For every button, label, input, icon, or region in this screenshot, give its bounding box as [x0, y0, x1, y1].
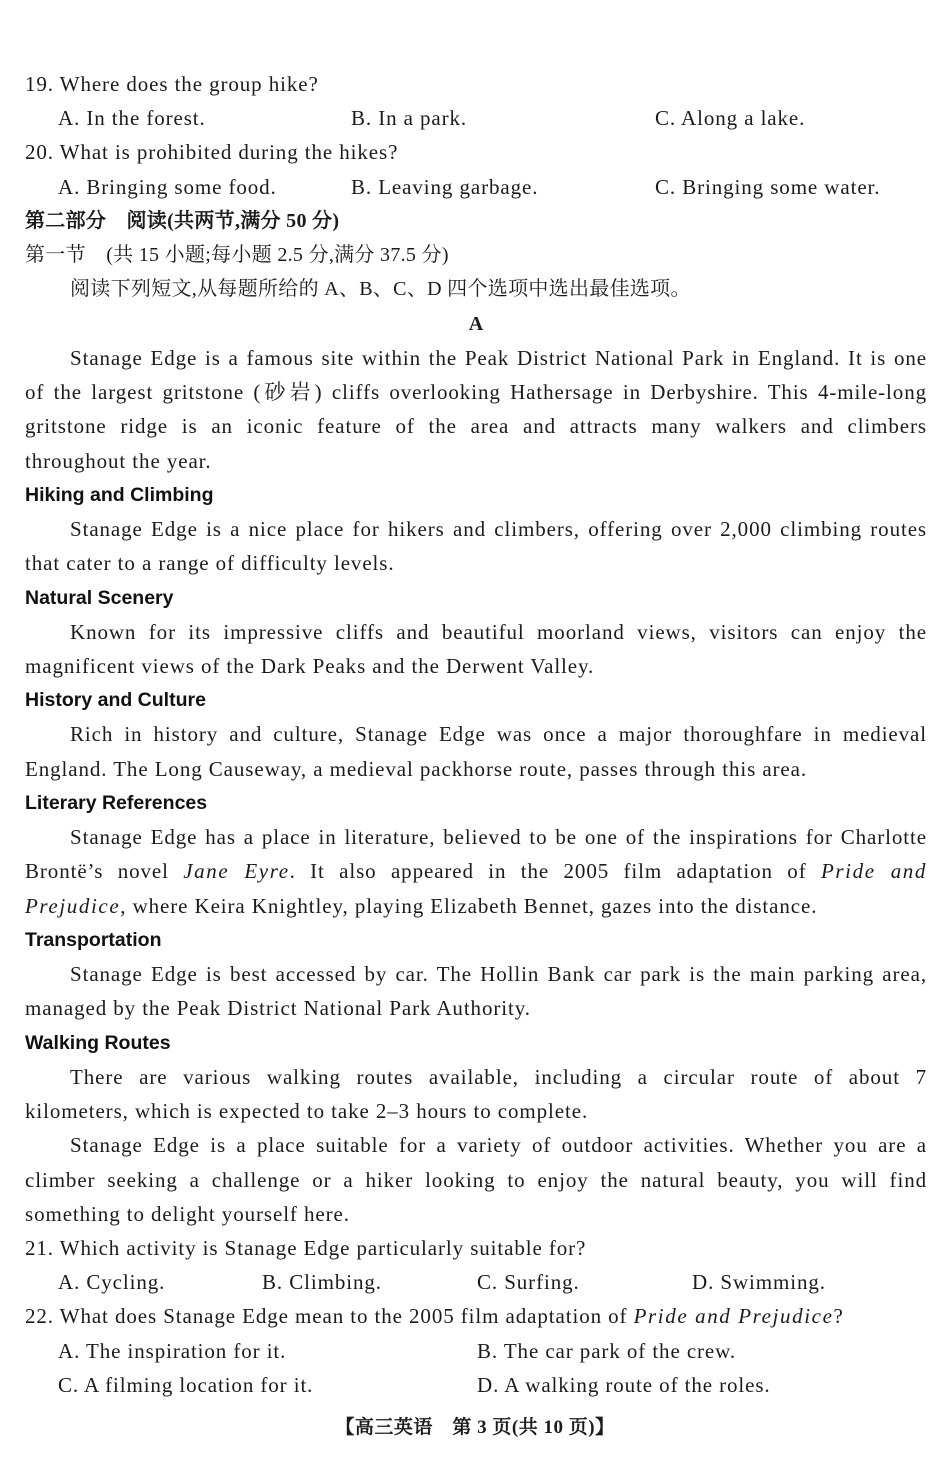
question-22-stem [25, 1299, 927, 1333]
passage-line: magnificent views of the Dark Peaks and the Derwent Valley. [25, 653, 595, 678]
question-19-stem: 19. Where does the group hike? [25, 72, 319, 96]
text-segment: ? [833, 1304, 844, 1329]
option-a: A. In the forest. [58, 106, 206, 131]
directions: 阅读下列短文,从每题所给的 A、B、C、D 四个选项中选出最佳选项。 [70, 278, 691, 301]
film-title: Prejudice [25, 893, 121, 918]
question-20-options [25, 170, 927, 204]
passage-line: Stanage Edge is a famous site within the Peak District National Park in England. It is one [70, 345, 927, 370]
option-d: D. Swimming. [692, 1270, 826, 1295]
text-segment: 22. What does Stanage Edge mean to the 2005 film adaptation of [25, 1304, 634, 1329]
passage-label: A [468, 312, 484, 335]
option-b: B. The car park of the crew. [477, 1338, 737, 1363]
passage-line: that cater to a range of difficulty levels. [25, 551, 395, 576]
question-21-options [25, 1265, 927, 1299]
passage-line: something to delight yourself here. [25, 1201, 350, 1226]
passage-line: England. The Long Causeway, a medieval packhorse route, passes through this area. [25, 756, 808, 781]
passage-line [25, 854, 927, 888]
passage-line: gritstone ridge is an iconic feature of the area and attracts many walkers and climbers [25, 414, 927, 439]
option-c: C. Along a lake. [655, 106, 806, 131]
section-title: 第一节 (共 15 小题;每小题 2.5 分,满分 37.5 分) [25, 244, 449, 267]
option-c: C. Surfing. [477, 1270, 580, 1295]
option-c: C. Bringing some water. [655, 174, 881, 199]
section-heading-walking-routes: Walking Routes [25, 1031, 171, 1054]
question-20-stem: 20. What is prohibited during the hikes? [25, 140, 399, 165]
question-19-options [25, 101, 927, 135]
question-22-options-row-2 [25, 1368, 927, 1402]
option-d: D. A walking route of the roles. [477, 1372, 771, 1397]
passage-line: throughout the year. [25, 448, 212, 473]
section-heading-transportation: Transportation [25, 928, 162, 951]
page-footer: 【高三英语 第 3 页(共 10 页)】 [335, 1417, 615, 1438]
text-segment: , where Keira Knightley, playing Elizabeth Bennet, gazes into the distance. [120, 893, 818, 918]
passage-line: climber seeking a challenge or a hiker looking to enjoy the natural beauty, you will find [25, 1167, 927, 1192]
passage-line: Rich in history and culture, Stanage Edge was once a major thoroughfare in medieval [70, 722, 927, 747]
passage-line: Stanage Edge has a place in literature, believed to be one of the inspirations for Charlotte [70, 825, 927, 850]
exam-page [25, 67, 927, 1402]
option-b: B. In a park. [351, 106, 468, 131]
text-segment: Brontë’s novel [25, 859, 184, 884]
film-title: Pride and Prejudice [633, 1304, 834, 1329]
question-22-options-row-1 [25, 1334, 927, 1368]
passage-line [25, 889, 927, 923]
film-title: Pride and [820, 859, 927, 884]
book-title: Jane Eyre [183, 859, 290, 884]
option-a: A. The inspiration for it. [58, 1338, 287, 1363]
option-a: A. Bringing some food. [58, 174, 277, 199]
section-heading-hiking-and-climbing: Hiking and Climbing [25, 483, 214, 506]
question-21-stem: 21. Which activity is Stanage Edge particularly suitable for? [25, 1235, 587, 1260]
passage-line: Stanage Edge is a nice place for hikers and climbers, offering over 2,000 climbing routes [70, 517, 927, 542]
passage-line: managed by the Peak District National Park Authority. [25, 996, 531, 1021]
passage-line: of the largest gritstone (砂岩) cliffs overlooking Hathersage in Derbyshire. This 4-mile-long [25, 380, 927, 405]
option-a: A. Cycling. [58, 1270, 166, 1295]
text-segment: . It also appeared in the 2005 film adaptation of [289, 859, 821, 884]
passage-line: Stanage Edge is a place suitable for a variety of outdoor activities. Whether you are a [70, 1133, 927, 1158]
option-b: B. Climbing. [262, 1270, 382, 1295]
passage-line: There are various walking routes available, including a circular route of about 7 [70, 1064, 927, 1089]
section-heading-natural-scenery: Natural Scenery [25, 586, 174, 609]
option-b: B. Leaving garbage. [351, 174, 539, 199]
part-title: 第二部分 阅读(共两节,满分 50 分) [25, 209, 340, 232]
passage-line: kilometers, which is expected to take 2–3 hours to complete. [25, 1099, 589, 1124]
section-heading-literary-references: Literary References [25, 791, 208, 814]
option-c: C. A filming location for it. [58, 1372, 314, 1397]
passage-line: Known for its impressive cliffs and beautiful moorland views, visitors can enjoy the [70, 619, 927, 644]
section-heading-history-and-culture: History and Culture [25, 689, 206, 712]
passage-line: Stanage Edge is best accessed by car. The Hollin Bank car park is the main parking area, [70, 962, 927, 987]
